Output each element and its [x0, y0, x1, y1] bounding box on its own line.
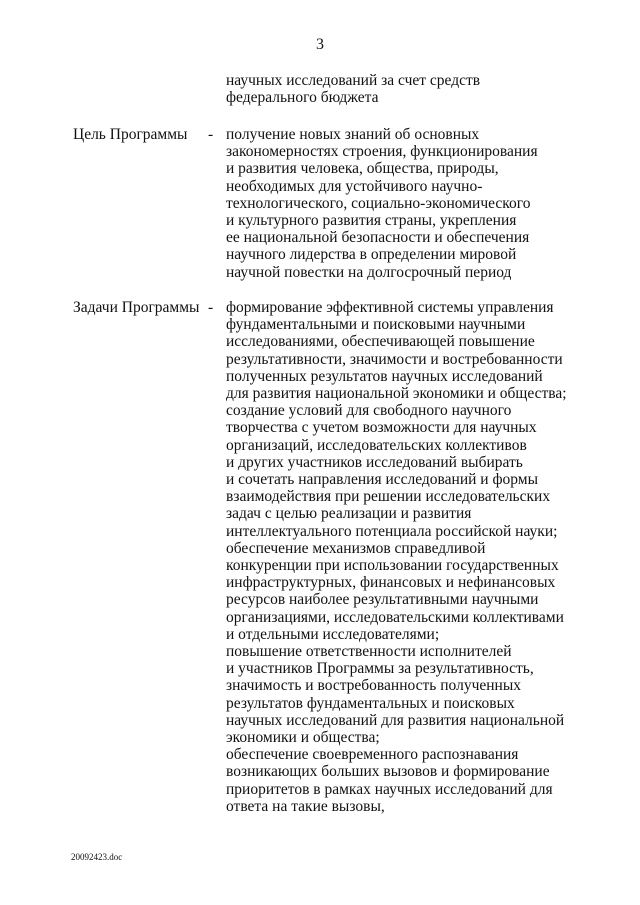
text-line: обеспечение своевременного распознавания [226, 746, 519, 764]
text-line: создание условий для свободного научного [226, 402, 512, 420]
text-line: результативности, значимости и востребованности [226, 350, 563, 368]
goal-dash: - [208, 126, 214, 143]
text-line: исследованиями, обеспечивающей повышение [226, 333, 535, 351]
text-line: и отдельными исследователями; [226, 625, 440, 643]
text-line: и культурного развития страны, укрепления [226, 212, 517, 230]
text-line: ресурсов наиболее результативными научными [226, 591, 539, 609]
text-line: фундаментальными и поисковыми научными [226, 316, 526, 334]
text-line: возникающих больших вызовов и формирование [226, 763, 550, 781]
goal-label: Цель Программы [73, 126, 188, 143]
text-line: научных исследований для развития национальной [226, 711, 565, 729]
text-line: экономики и общества; [226, 729, 380, 747]
text-line: интеллектуального потенциала российской науки; [226, 522, 558, 540]
text-line: задач с целью реализации и развития [226, 505, 472, 523]
text-line: организаций, исследовательских коллективов [226, 436, 527, 454]
text-line: ответа на такие вызовы, [226, 797, 385, 815]
text-line: научных исследований за счет средств [226, 72, 481, 89]
text-line: взаимодействия при решении исследовательских [226, 488, 551, 506]
footer-doc-code: 20092423.doc [71, 852, 123, 862]
text-line: полученных результатов научных исследований [226, 367, 543, 385]
text-line: закономерностях строения, функционирования [226, 143, 538, 161]
text-line: и развития человека, общества, природы, [226, 160, 499, 178]
continuation-text [226, 72, 586, 106]
text-line: организациями, исследовательскими коллективами [226, 608, 564, 626]
text-line: для развития национальной экономики и общества; [226, 385, 567, 403]
text-line: и участников Программы за результативность, [226, 660, 534, 678]
text-line: научного лидерства в определении мировой [226, 246, 517, 264]
text-line: обеспечение механизмов справедливой [226, 539, 486, 557]
text-line: инфраструктурных, финансовых и нефинансовых [226, 574, 556, 592]
text-line: федерального бюджета [226, 89, 379, 107]
text-line: и других участников исследований выбирать [226, 453, 523, 471]
page-number: 3 [316, 36, 324, 53]
goal-text [226, 126, 586, 281]
text-line: приоритетов в рамках научных исследований для [226, 780, 553, 798]
text-line: технологического, социально-экономического [226, 194, 531, 212]
tasks-text [226, 299, 586, 815]
text-line: повышение ответственности исполнителей [226, 643, 512, 661]
text-line: необходимых для устойчивого научно- [226, 177, 483, 195]
text-line: и сочетать направления исследований и формы [226, 471, 539, 489]
tasks-label: Задачи Программы [73, 299, 200, 316]
text-line: формирование эффективной системы управления [226, 299, 554, 316]
text-line: научной повестки на долгосрочный период [226, 263, 512, 281]
text-line: творчества с учетом возможности для научных [226, 419, 537, 437]
text-line: значимость и востребованность полученных [226, 677, 522, 695]
tasks-dash: - [208, 299, 214, 316]
text-line: получение новых знаний об основных [226, 126, 480, 143]
text-line: результатов фундаментальных и поисковых [226, 694, 515, 712]
text-line: конкуренции при использовании государственных [226, 557, 559, 575]
text-line: ее национальной безопасности и обеспечения [226, 229, 530, 247]
